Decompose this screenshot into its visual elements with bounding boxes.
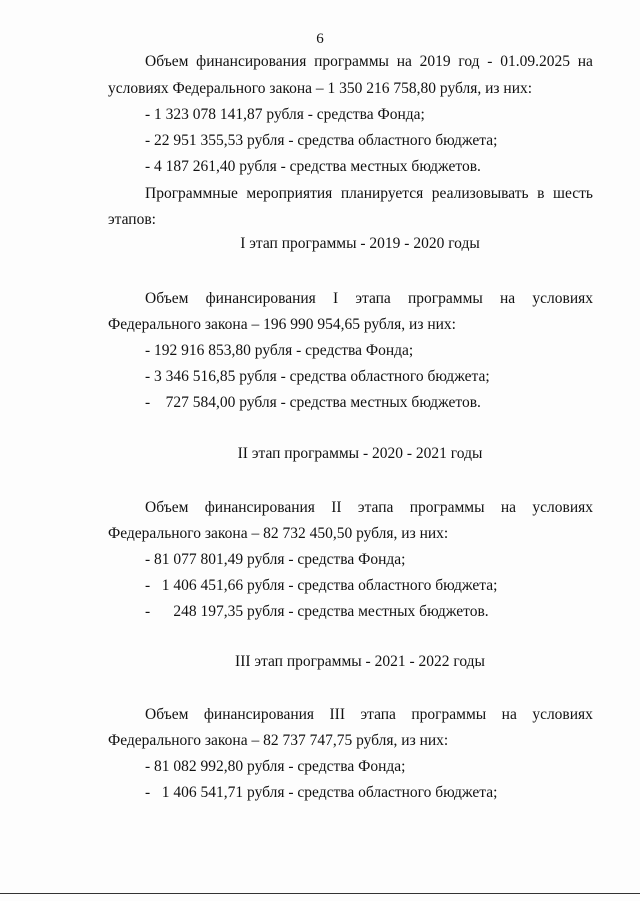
stage1-item-fund: - 192 916 853,80 рубля - средства Фонда; <box>145 342 414 359</box>
stage2-item-regional: - 1 406 451,66 рубля - средства областного бюджета; <box>145 577 498 594</box>
stage1-paragraph-line1: Объем финансирования I этапа программы на условиях <box>145 290 593 307</box>
stage2-paragraph-line2: Федерального закона – 82 732 450,50 рубля, из них: <box>108 525 449 542</box>
stage3-item-fund: - 81 082 992,80 рубля - средства Фонда; <box>145 758 406 775</box>
total-item-regional: - 22 951 355,53 рубля - средства областного бюджета; <box>145 132 498 149</box>
stage2-paragraph-line1: Объем финансирования II этапа программы на условиях <box>145 499 593 516</box>
stage2-item-fund: - 81 077 801,49 рубля - средства Фонда; <box>145 551 406 568</box>
total-paragraph-line1: Объем финансирования программы на 2019 год - 01.09.2025 на <box>145 53 593 70</box>
stage3-paragraph-line2: Федерального закона – 82 737 747,75 рубля, из них: <box>108 732 449 749</box>
stages-paragraph-line2: этапов: <box>108 211 156 228</box>
stage3-heading: III этап программы - 2021 - 2022 годы <box>235 653 485 670</box>
stage3-item-regional: - 1 406 541,71 рубля - средства областного бюджета; <box>145 784 498 801</box>
stage1-item-local: - 727 584,00 рубля - средства местных бюджетов. <box>145 394 481 411</box>
page-number: 6 <box>316 31 324 47</box>
stage1-paragraph-line2: Федерального закона – 196 990 954,65 рубля, из них: <box>108 316 456 333</box>
stage2-item-local: - 248 197,35 рубля - средства местных бюджетов. <box>145 603 489 620</box>
stages-paragraph-line1: Программные мероприятия планируется реализовывать в шесть <box>145 185 593 202</box>
stage1-heading: I этап программы - 2019 - 2020 годы <box>240 235 480 252</box>
stage1-item-regional: - 3 346 516,85 рубля - средства областного бюджета; <box>145 368 490 385</box>
stage3-paragraph-line1: Объем финансирования III этапа программы на условиях <box>145 706 593 723</box>
total-item-local: - 4 187 261,40 рубля - средства местных бюджетов. <box>145 158 481 175</box>
page-edge-rule <box>0 893 640 894</box>
total-item-fund: - 1 323 078 141,87 рубля - средства Фонда; <box>145 106 425 123</box>
total-paragraph-line2: условиях Федерального закона – 1 350 216 758,80 рубля, из них: <box>108 80 533 97</box>
stage2-heading: II этап программы - 2020 - 2021 годы <box>237 445 483 462</box>
